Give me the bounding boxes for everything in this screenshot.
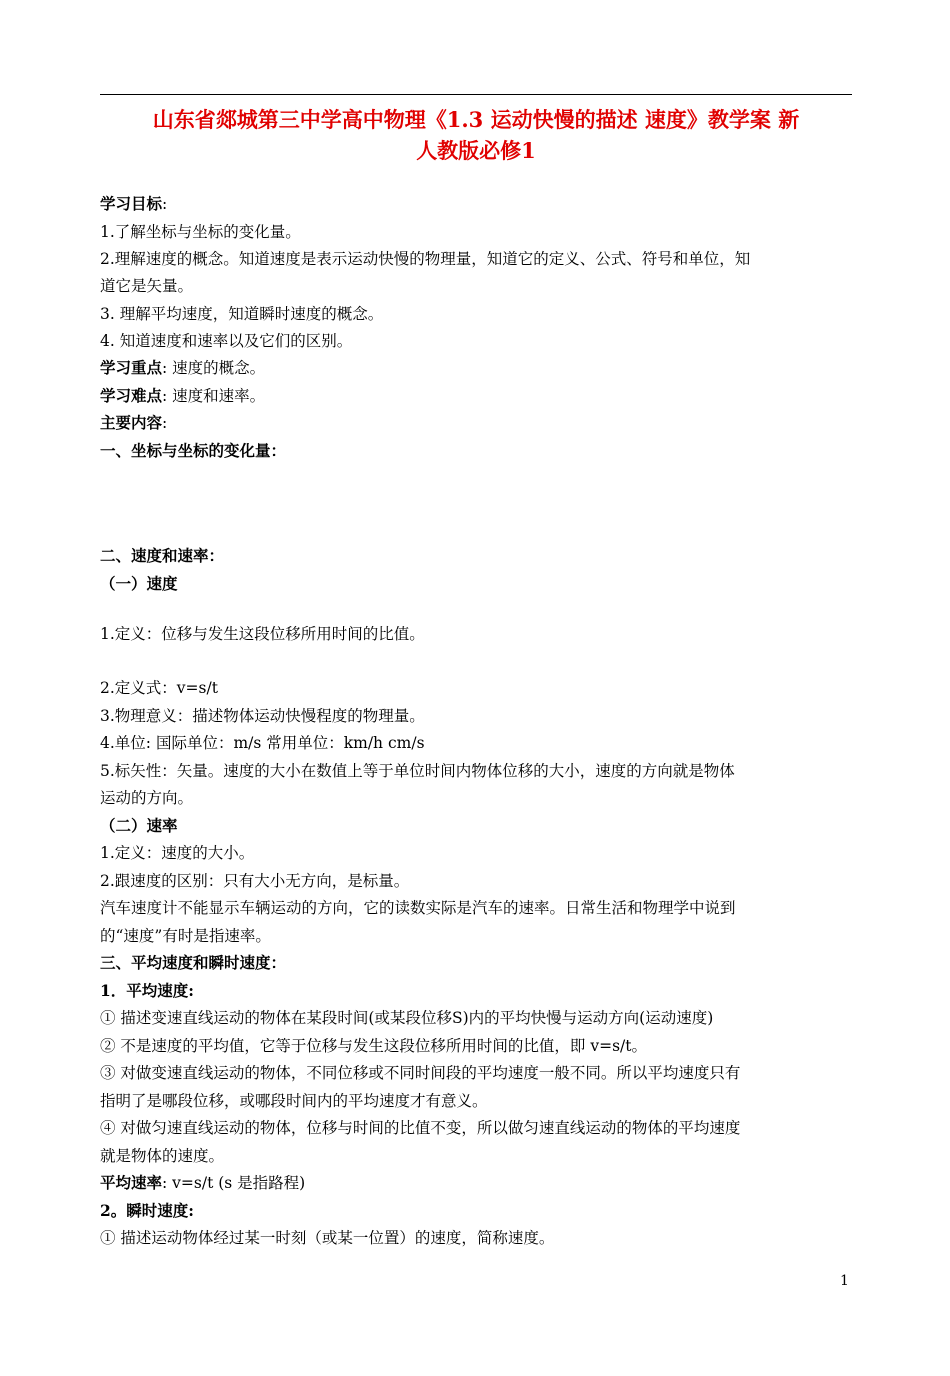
instantaneous-velocity-heading: 2。瞬时速度: [100, 1201, 195, 1220]
main-content-heading: 主要内容: [100, 413, 168, 432]
velocity-vector-line-1: 5.标矢性：矢量。速度的大小在数值上等于单位时间内物体位移的大小，速度的方向就是物体 [100, 762, 735, 780]
speed-difference: 2.跟速度的区别：只有大小无方向，是标量。 [100, 872, 410, 890]
subsection-velocity: （一）速度 [100, 574, 178, 593]
page-number: 1 [840, 1273, 849, 1289]
speed-definition: 1.定义：速度的大小。 [100, 844, 255, 862]
velocity-definition: 1.定义：位移与发生这段位移所用时间的比值。 [100, 625, 425, 643]
section-3-heading: 三、平均速度和瞬时速度： [100, 953, 287, 972]
title-line-1: 山东省郯城第三中学高中物理《1.3 运动快慢的描述 速度》教学案 新 [152, 107, 800, 132]
goal-1: 1.了解坐标与坐标的变化量。 [100, 223, 301, 241]
difficult-points: 学习难点: 速度和速率。 [100, 386, 266, 405]
goal-2-line-1: 2.理解速度的概念。知道速度是表示运动快慢的物理量，知道它的定义、公式、符号和单位，知 [100, 250, 751, 268]
average-velocity-point-1: ① 描述变速直线运动的物体在某段时间(或某段位移S)内的平均快慢与运动方向(运动速度) [100, 1009, 714, 1027]
velocity-vector-line-2: 运动的方向。 [100, 789, 194, 807]
goals-heading: 学习目标: [100, 194, 168, 213]
average-velocity-point-3-line-2: 指明了是哪段位移，或哪段时间内的平均速度才有意义。 [100, 1092, 488, 1110]
header-rule [100, 94, 852, 95]
subsection-speed: （二）速率 [100, 816, 178, 835]
section-2-heading: 二、速度和速率： [100, 546, 225, 565]
velocity-meaning: 3.物理意义：描述物体运动快慢程度的物理量。 [100, 707, 425, 725]
instantaneous-velocity-point-1: ① 描述运动物体经过某一时刻（或某一位置）的速度，简称速度。 [100, 1229, 555, 1247]
speed-note-line-2: 的“速度”有时是指速率。 [100, 927, 271, 945]
document-title [100, 104, 852, 166]
speed-note-line-1: 汽车速度计不能显示车辆运动的方向，它的读数实际是汽车的速率。日常生活和物理学中说到 [100, 899, 736, 917]
average-velocity-heading: 1．平均速度: [100, 981, 195, 1000]
section-1-heading: 一、坐标与坐标的变化量： [100, 441, 287, 460]
velocity-formula: 2.定义式：v=s/t [100, 679, 218, 697]
average-velocity-point-3-line-1: ③ 对做变速直线运动的物体，不同位移或不同时间段的平均速度一般不同。所以平均速度只有 [100, 1064, 741, 1082]
key-points: 学习重点: 速度的概念。 [100, 358, 266, 377]
velocity-units: 4.单位: 国际单位：m/s 常用单位：km/h cm/s [100, 734, 425, 752]
goal-4: 4. 知道速度和速率以及它们的区别。 [100, 332, 353, 350]
title-line-2: 人教版必修1 [416, 138, 536, 163]
average-velocity-point-4-line-2: 就是物体的速度。 [100, 1147, 225, 1165]
goal-3: 3. 理解平均速度，知道瞬时速度的概念。 [100, 305, 384, 323]
average-velocity-point-2: ② 不是速度的平均值，它等于位移与发生这段位移所用时间的比值，即 v=s/t。 [100, 1037, 648, 1055]
average-speed: 平均速率: v=s/t (s 是指路程) [100, 1173, 306, 1192]
average-velocity-point-4-line-1: ④ 对做匀速直线运动的物体，位移与时间的比值不变，所以做匀速直线运动的物体的平均速度 [100, 1119, 741, 1137]
goal-2-line-2: 道它是矢量。 [100, 277, 194, 295]
